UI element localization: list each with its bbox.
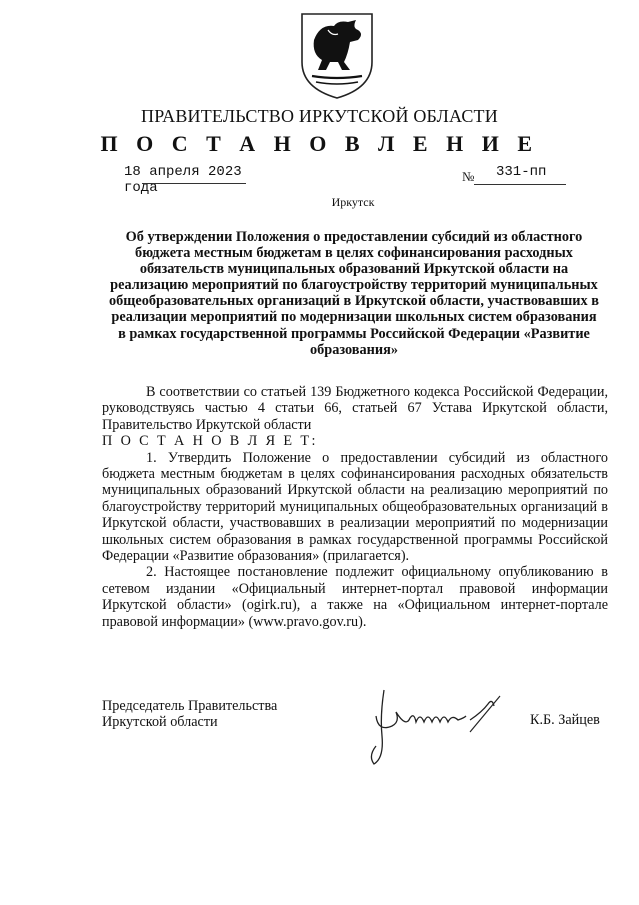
date-underline [142, 183, 246, 184]
item-1-paragraph: 1. Утвердить Положение о предоставлении субсидий из областного бюджета местным бюджетам в целях софинансирования расходных обязательств муниципальных образований Иркутской области на реализацию мероприятий по благоустройству территорий муниципальных общеобразовательных организаций в Иркутской области, участвовавших в реализации мероприятий по модернизации школьных систем образования в рамках государственной программы Российской Федерации «Развитие образования» (прилагается). [102, 449, 608, 565]
preamble-paragraph: В соответствии со статьей 139 Бюджетного кодекса Российской Федерации, руководствуясь частью 4 статьи 66, статьей 67 Устава Иркутской области, Правительство Иркутской области [102, 384, 608, 433]
signatory-role-line-2: Иркутской области [102, 714, 218, 730]
document-title: Об утверждении Положения о предоставлении субсидий из областного бюджета местным бюджетам в целях софинансирования расходных обязательств муниципальных образований Иркутской области на реализацию мероприятий по благоустройству территорий муниципальных общеобразовательных организаций в Иркутской области, участвовавших в реализации мероприятий по модернизации школьных систем образования в рамках государственной программы Российской Федерации «Развитие образования» [109, 229, 599, 358]
document-type: П О С Т А Н О В Л Е Н И Е [100, 131, 539, 156]
signatory-role [102, 698, 277, 730]
coat-of-arms-icon [298, 10, 376, 100]
document-body [102, 384, 608, 630]
number-sign: № [462, 169, 475, 184]
authority-name: ПРАВИТЕЛЬСТВО ИРКУТСКОЙ ОБЛАСТИ [141, 106, 498, 126]
number-underline [474, 184, 566, 185]
signatory-name: К.Б. Зайцев [530, 712, 600, 728]
document-city: Иркутск [331, 195, 375, 209]
resolves-heading: П О С Т А Н О В Л Я Е Т: [102, 433, 318, 450]
item-2-paragraph: 2. Настоящее постановление подлежит официальному опубликованию в сетевом издании «Официальный интернет-портал правовой информации Иркутской области» (ogirk.ru), а также на «Официальном интернет-портале правовой информации» (www.pravo.gov.ru). [102, 564, 608, 630]
document-date: 18 апреля 2023 года [124, 164, 242, 196]
signatory-role-line-1: Председатель Правительства [102, 698, 278, 714]
handwritten-signature-icon [366, 676, 506, 776]
document-number: 331-пп [496, 164, 547, 180]
